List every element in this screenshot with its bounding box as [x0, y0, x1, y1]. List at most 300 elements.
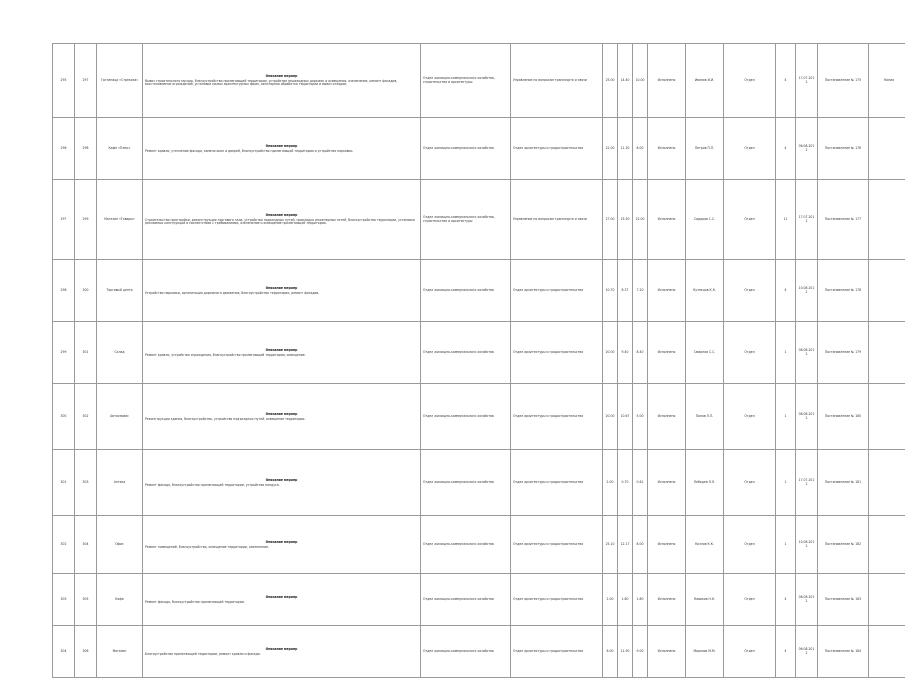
value-2: 11.90: [621, 649, 630, 653]
row-number-cell: [53, 322, 75, 384]
reference-cell: [818, 384, 869, 450]
value-2-cell: [618, 384, 633, 450]
value-1: 27.00: [606, 217, 615, 221]
status: Исполнено: [658, 597, 676, 601]
contact: Отдел: [744, 649, 754, 653]
value-3: 8.00: [637, 146, 644, 150]
table-row: [53, 384, 905, 450]
responsible-a: Отдел жилищно-коммунального хозяйства, строительства и архитектуры: [423, 76, 495, 84]
quantity-cell: [776, 118, 796, 180]
reference: Постановление № 184: [825, 649, 861, 653]
reference: Постановление № 176: [825, 146, 861, 150]
responsible-a-cell: [421, 180, 511, 260]
person: Лебедев Л.Л.: [694, 480, 716, 484]
row-code-cell: [75, 574, 97, 626]
value-3: 10.00: [636, 78, 645, 82]
description-text: Ремонт фасада, благоустройство прилегающей территории, устройство пандуса.: [145, 484, 418, 488]
status: Исполнено: [658, 288, 676, 292]
responsible-a: Отдел жилищно-коммунального хозяйства: [423, 480, 494, 484]
value-3: 1.80: [637, 597, 644, 601]
row-code: 301: [83, 350, 89, 354]
date: 10.08.2012: [799, 286, 815, 294]
reference-cell: [818, 322, 869, 384]
extra-note-cell: [869, 118, 905, 180]
value-2-cell: [618, 44, 633, 118]
quantity-cell: [776, 626, 796, 678]
date: 06.08.2012: [799, 144, 815, 152]
row-code-cell: [75, 384, 97, 450]
object-name: Кафе «Плюс»: [108, 146, 130, 150]
quantity-cell: [776, 516, 796, 574]
person: Иванов И.И.: [695, 78, 714, 82]
person-cell: [686, 44, 724, 118]
responsible-b-cell: [511, 44, 603, 118]
value-2-cell: [618, 118, 633, 180]
row-code-cell: [75, 180, 97, 260]
person: Попов П.П.: [696, 414, 714, 418]
responsible-a-cell: [421, 626, 511, 678]
date-cell: [796, 516, 818, 574]
extra-note-cell: [869, 450, 905, 516]
value-3: 8.40: [637, 350, 644, 354]
row-code: 306: [83, 649, 89, 653]
responsible-b: Управление по вопросам транспорта и связи: [513, 217, 587, 221]
value-2: 8.37: [622, 288, 629, 292]
row-code-cell: [75, 260, 97, 322]
person: Новиков Н.Н.: [694, 597, 715, 601]
extra-note-cell: [869, 384, 905, 450]
description-cell: [143, 516, 421, 574]
contact: Отдел: [744, 78, 754, 82]
object-name-cell: [97, 118, 143, 180]
date: 10.08.2012: [799, 540, 815, 548]
person-cell: [686, 574, 724, 626]
description-cell: [143, 384, 421, 450]
object-name-cell: [97, 516, 143, 574]
responsible-b: Отдел архитектуры и градостроительства: [513, 649, 583, 653]
value-2: 0.70: [622, 480, 629, 484]
contact-cell: [724, 516, 776, 574]
value-3-cell: [633, 574, 648, 626]
value-2: 14.40: [621, 78, 630, 82]
row-code: 304: [83, 542, 89, 546]
value-1: 20.00: [606, 350, 615, 354]
status: Исполнено: [658, 542, 676, 546]
value-3: 9.00: [637, 649, 644, 653]
row-number: 299: [61, 350, 67, 354]
date: 06.08.2012: [799, 348, 815, 356]
date: 17.07.2012: [799, 215, 815, 223]
row-number-cell: [53, 44, 75, 118]
reference-cell: [818, 180, 869, 260]
description-text: Устройство парковки, организация дорожного движения, благоустройство территории, ремонт фасадов.: [145, 292, 418, 296]
table-row: [53, 626, 905, 678]
value-2-cell: [618, 450, 633, 516]
quantity-cell: [776, 180, 796, 260]
description-cell: [143, 118, 421, 180]
row-number-cell: [53, 516, 75, 574]
contact-cell: [724, 44, 776, 118]
object-name-cell: [97, 626, 143, 678]
description-text: Вывоз строительного мусора, благоустройство прилегающей территории, устройство пешеходных дорожек и освещения, озеленение, ремонт фасадов, восстановление ограждений, установка малых архитектурных форм, санитарная обработка территории и вывоз отходов.: [145, 80, 418, 88]
row-code: 298: [83, 146, 89, 150]
status-cell: [648, 118, 686, 180]
quantity: 4: [785, 146, 787, 150]
table-row: [53, 260, 905, 322]
extra-note-cell: [869, 574, 905, 626]
date: 06.08.2012: [799, 412, 815, 420]
quantity: 4: [785, 649, 787, 653]
contact: Отдел: [744, 480, 754, 484]
object-name: Автосервис: [110, 414, 129, 418]
person: Сидоров С.С.: [694, 217, 715, 221]
value-1: 22.00: [606, 146, 615, 150]
row-code-cell: [75, 516, 97, 574]
responsible-a-cell: [421, 118, 511, 180]
status-cell: [648, 384, 686, 450]
value-1-cell: [603, 260, 618, 322]
status: Исполнено: [658, 414, 676, 418]
contact-cell: [724, 260, 776, 322]
date-cell: [796, 118, 818, 180]
status-cell: [648, 574, 686, 626]
description-cell: [143, 44, 421, 118]
value-2-cell: [618, 516, 633, 574]
quantity-cell: [776, 574, 796, 626]
description-heading: Описание меропр: [145, 75, 418, 79]
description-text: Благоустройство прилегающей территории, ремонт кровли и фасада.: [145, 653, 418, 657]
person-cell: [686, 322, 724, 384]
value-1: 20.00: [606, 414, 615, 418]
quantity: 4: [785, 288, 787, 292]
contact: Отдел: [744, 288, 754, 292]
value-2-cell: [618, 626, 633, 678]
quantity: 4: [785, 597, 787, 601]
row-number: 295: [61, 78, 67, 82]
contact-cell: [724, 574, 776, 626]
description-cell: [143, 450, 421, 516]
row-number: 301: [61, 480, 67, 484]
row-code: 297: [83, 78, 89, 82]
status: Исполнено: [658, 350, 676, 354]
responsible-b-cell: [511, 180, 603, 260]
responsible-b-cell: [511, 450, 603, 516]
value-1-cell: [603, 384, 618, 450]
row-number: 296: [61, 146, 67, 150]
responsible-b: Отдел архитектуры и градостроительства: [513, 146, 583, 150]
date-cell: [796, 260, 818, 322]
contact: Отдел: [744, 146, 754, 150]
reference: Постановление № 180: [825, 414, 861, 418]
row-code-cell: [75, 44, 97, 118]
extra-note-cell: [869, 260, 905, 322]
responsible-a: Отдел жилищно-коммунального хозяйства: [423, 414, 494, 418]
reference: Постановление № 181: [825, 480, 861, 484]
quantity-cell: [776, 260, 796, 322]
object-name: Магазин «Товары»: [104, 217, 134, 221]
description-cell: [143, 574, 421, 626]
row-number-cell: [53, 118, 75, 180]
value-3-cell: [633, 384, 648, 450]
value-1-cell: [603, 44, 618, 118]
description-text: Ремонт кровли, утепление фасада, замена окон и дверей, благоустройство прилегающей территории и устройство парковки.: [145, 150, 418, 154]
responsible-b: Отдел архитектуры и градостроительства: [513, 542, 583, 546]
object-name: Кафе: [115, 597, 124, 601]
table-row: [53, 574, 905, 626]
quantity-cell: [776, 322, 796, 384]
register-table: [52, 43, 905, 678]
responsible-b: Отдел архитектуры и градостроительства: [513, 414, 583, 418]
value-1-cell: [603, 322, 618, 384]
value-1-cell: [603, 180, 618, 260]
object-name-cell: [97, 260, 143, 322]
row-number: 303: [61, 597, 67, 601]
row-number-cell: [53, 260, 75, 322]
value-3: 0.61: [637, 480, 644, 484]
date-cell: [796, 180, 818, 260]
quantity: 1: [785, 542, 787, 546]
quantity: 1: [785, 480, 787, 484]
status-cell: [648, 516, 686, 574]
object-name: Склад: [114, 350, 124, 354]
description-heading: Описание меропр: [145, 413, 418, 417]
responsible-b-cell: [511, 516, 603, 574]
description-heading: Описание меропр: [145, 596, 418, 600]
date: 06.08.2012: [799, 647, 815, 655]
status: Исполнено: [658, 217, 676, 221]
responsible-a: Отдел жилищно-коммунального хозяйства: [423, 649, 494, 653]
status-cell: [648, 322, 686, 384]
object-name: Магазин: [113, 649, 127, 653]
responsible-b: Отдел архитектуры и градостроительства: [513, 597, 583, 601]
quantity: 1: [785, 350, 787, 354]
description-heading: Описание меропр: [145, 214, 418, 218]
date-cell: [796, 626, 818, 678]
reference: Постановление № 179: [825, 350, 861, 354]
responsible-b-cell: [511, 260, 603, 322]
person: Смирнов С.С.: [694, 350, 715, 354]
status: Исполнено: [658, 78, 676, 82]
value-2: 9.40: [622, 350, 629, 354]
reference: Постановление № 177: [825, 217, 861, 221]
extra-note-cell: [869, 180, 905, 260]
value-1: 10.70: [606, 288, 615, 292]
object-name-cell: [97, 180, 143, 260]
object-name: Аптека: [114, 480, 126, 484]
reference: Постановление № 178: [825, 288, 861, 292]
value-2: 11.30: [621, 146, 630, 150]
person: Козлов К.К.: [695, 542, 714, 546]
person-cell: [686, 260, 724, 322]
quantity-cell: [776, 450, 796, 516]
description-text: Ремонт кровли, устройство ограждения, благоустройство прилегающей территории, освещение.: [145, 354, 418, 358]
extra-note: Копия: [884, 78, 894, 82]
status-cell: [648, 44, 686, 118]
reference-cell: [818, 450, 869, 516]
value-3-cell: [633, 44, 648, 118]
register-body: [53, 44, 905, 678]
table-row: [53, 450, 905, 516]
date: 17.07.2012: [799, 76, 815, 84]
description-heading: Описание меропр: [145, 541, 418, 545]
person: Кузнецов К.К.: [693, 288, 716, 292]
value-3: 22.00: [636, 217, 645, 221]
responsible-b: Отдел архитектуры и градостроительства: [513, 288, 583, 292]
value-1-cell: [603, 626, 618, 678]
reference: Постановление № 175: [825, 78, 861, 82]
person-cell: [686, 516, 724, 574]
row-code: 303: [83, 480, 89, 484]
responsible-a-cell: [421, 516, 511, 574]
value-1-cell: [603, 118, 618, 180]
value-2-cell: [618, 574, 633, 626]
value-1: 25.10: [606, 542, 615, 546]
contact: Отдел: [744, 350, 754, 354]
date: 06.08.2012: [799, 595, 815, 603]
status-cell: [648, 180, 686, 260]
row-number-cell: [53, 626, 75, 678]
date-cell: [796, 44, 818, 118]
reference-cell: [818, 260, 869, 322]
contact-cell: [724, 118, 776, 180]
value-1-cell: [603, 516, 618, 574]
row-number-cell: [53, 180, 75, 260]
row-number: 302: [61, 542, 67, 546]
quantity: 1: [785, 414, 787, 418]
row-number: 300: [61, 414, 67, 418]
extra-note-cell: [869, 44, 905, 118]
status-cell: [648, 626, 686, 678]
responsible-b-cell: [511, 626, 603, 678]
object-name-cell: [97, 322, 143, 384]
contact: Отдел: [744, 414, 754, 418]
row-code-cell: [75, 450, 97, 516]
value-1-cell: [603, 574, 618, 626]
value-3: 5.00: [637, 414, 644, 418]
value-3-cell: [633, 626, 648, 678]
table-row: [53, 118, 905, 180]
value-3-cell: [633, 118, 648, 180]
value-3: 8.00: [637, 542, 644, 546]
description-text: Ремонт помещений, благоустройство, освещение территории, озеленение.: [145, 546, 418, 550]
value-3-cell: [633, 450, 648, 516]
description-heading: Описание меропр: [145, 648, 418, 652]
value-2: 10.67: [621, 414, 630, 418]
responsible-a: Отдел жилищно-коммунального хозяйства: [423, 146, 494, 150]
contact: Отдел: [744, 217, 754, 221]
object-name-cell: [97, 384, 143, 450]
reference-cell: [818, 118, 869, 180]
description-heading: Описание меропр: [145, 479, 418, 483]
value-1: 2.00: [607, 480, 614, 484]
description-cell: [143, 626, 421, 678]
object-name-cell: [97, 450, 143, 516]
person-cell: [686, 626, 724, 678]
status: Исполнено: [658, 649, 676, 653]
reference: Постановление № 183: [825, 597, 861, 601]
contact-cell: [724, 384, 776, 450]
reference-cell: [818, 626, 869, 678]
description-text: Строительство пристройки, реконструкция торгового зала, устройство подъездных путей, прокладка инженерных сетей, благоустройство территории, установка рекламных конструкций в соответствии с требованиями, озеленение и освещение прилегающей территории.: [145, 219, 418, 227]
responsible-a-cell: [421, 44, 511, 118]
table-row: [53, 516, 905, 574]
value-2: 23.30: [621, 217, 630, 221]
status-cell: [648, 450, 686, 516]
object-name-cell: [97, 574, 143, 626]
responsible-a: Отдел жилищно-коммунального хозяйства, строительства и архитектуры: [423, 215, 495, 223]
reference-cell: [818, 516, 869, 574]
date-cell: [796, 384, 818, 450]
reference-cell: [818, 574, 869, 626]
date-cell: [796, 574, 818, 626]
value-3-cell: [633, 516, 648, 574]
responsible-a: Отдел жилищно-коммунального хозяйства: [423, 288, 494, 292]
object-name: Торговый центр: [106, 288, 132, 292]
extra-note-cell: [869, 516, 905, 574]
value-2-cell: [618, 180, 633, 260]
quantity-cell: [776, 44, 796, 118]
row-code: 300: [83, 288, 89, 292]
row-number: 304: [61, 649, 67, 653]
value-1: 2.00: [607, 597, 614, 601]
responsible-a: Отдел жилищно-коммунального хозяйства: [423, 350, 494, 354]
responsible-b-cell: [511, 574, 603, 626]
responsible-a: Отдел жилищно-коммунального хозяйства: [423, 597, 494, 601]
person-cell: [686, 450, 724, 516]
value-3: 7.20: [637, 288, 644, 292]
row-code: 299: [83, 217, 89, 221]
description-text: Ремонт фасада, благоустройство прилегающей территории.: [145, 601, 418, 605]
responsible-a-cell: [421, 384, 511, 450]
row-code-cell: [75, 118, 97, 180]
date-cell: [796, 450, 818, 516]
description-cell: [143, 180, 421, 260]
table-row: [53, 322, 905, 384]
reference-cell: [818, 44, 869, 118]
responsible-a-cell: [421, 450, 511, 516]
value-2-cell: [618, 260, 633, 322]
row-code-cell: [75, 322, 97, 384]
contact: Отдел: [744, 542, 754, 546]
row-code: 305: [83, 597, 89, 601]
responsible-b-cell: [511, 118, 603, 180]
quantity: 11: [784, 217, 788, 221]
date: 17.07.2012: [799, 478, 815, 486]
status-cell: [648, 260, 686, 322]
person-cell: [686, 384, 724, 450]
extra-note-cell: [869, 626, 905, 678]
row-code: 302: [83, 414, 89, 418]
date-cell: [796, 322, 818, 384]
quantity: 4: [785, 78, 787, 82]
responsible-b: Управление по вопросам транспорта и связи: [513, 78, 587, 82]
responsible-b-cell: [511, 322, 603, 384]
contact: Отдел: [744, 597, 754, 601]
person-cell: [686, 118, 724, 180]
person: Морозов М.М.: [693, 649, 715, 653]
person: Петров П.П.: [695, 146, 714, 150]
value-1: 6.00: [607, 649, 614, 653]
description-cell: [143, 322, 421, 384]
table-row: [53, 180, 905, 260]
row-number: 298: [61, 288, 67, 292]
responsible-a-cell: [421, 322, 511, 384]
value-3-cell: [633, 180, 648, 260]
responsible-b-cell: [511, 384, 603, 450]
object-name-cell: [97, 44, 143, 118]
responsible-a-cell: [421, 574, 511, 626]
contact-cell: [724, 626, 776, 678]
